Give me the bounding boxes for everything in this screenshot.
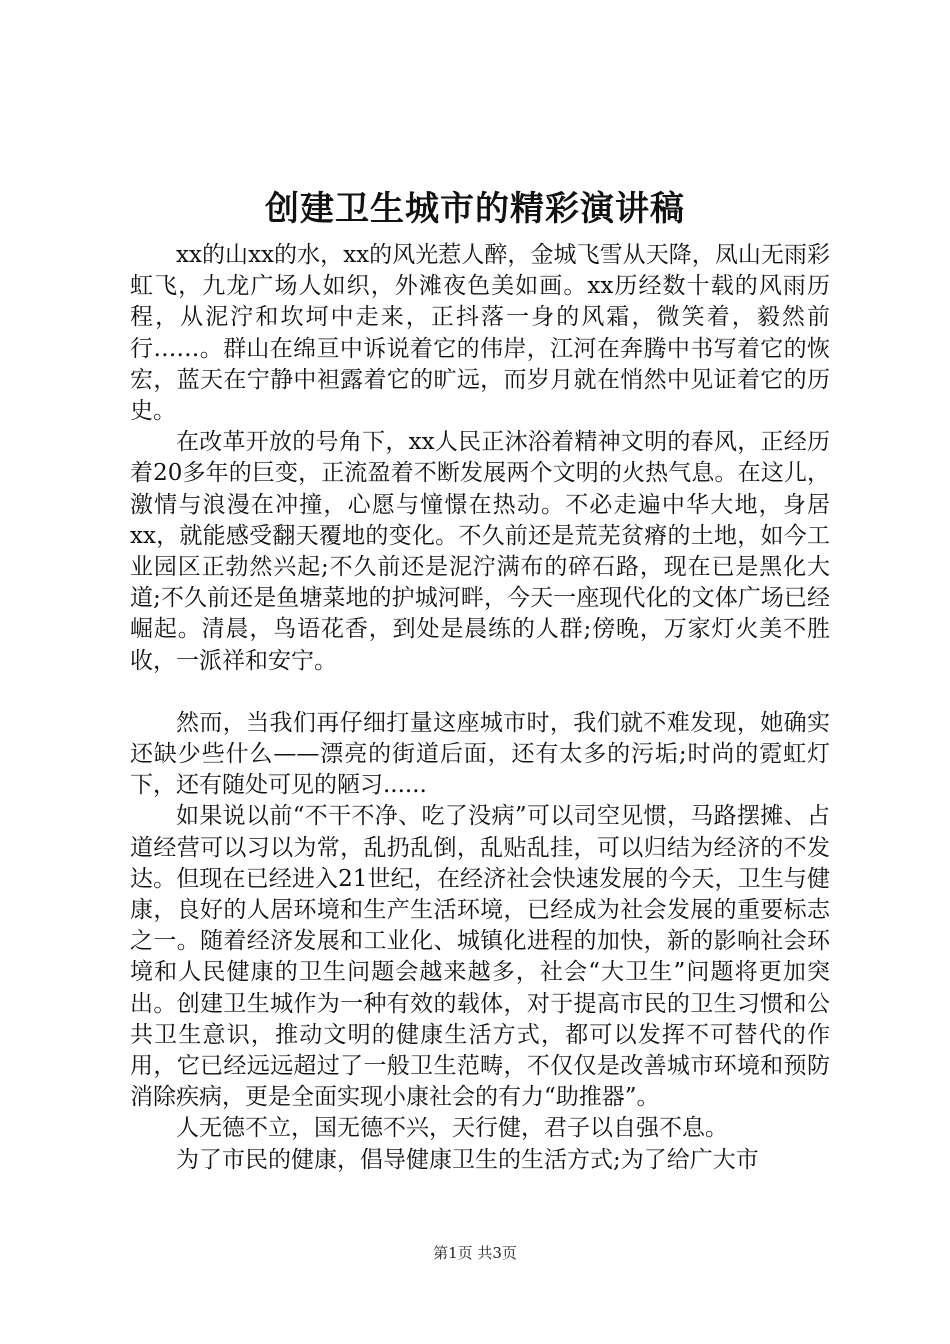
- paragraph-1: xx的山xx的水，xx的风光惹人醉，金城飞雪从天降，凤山无雨彩虹飞，九龙广场人如织，外滩夜色美如画。xx历经数十载的风雨历程，从泥泞和坎坷中走来，正抖落一身的风霜，微笑着，毅然前行……。群山在绵亘中诉说着它的伟岸，江河在奔腾中书写着它的恢宏，蓝天在宁静中袒露着它的旷远，而岁月就在悄然中见证着它的历史。: [130, 242, 830, 425]
- paragraph-4: 如果说以前“不干不净、吃了没病”可以司空见惯，马路摆摊、占道经营可以习以为常，乱扔乱倒，乱贴乱挂，可以归结为经济的不发达。但现在已经进入21世纪，在经济社会快速发展的今天，卫生与健康，良好的人居环境和生产生活环境，已经成为社会发展的重要标志之一。随着经济发展和工业化、城镇化进程的加快，新的影响社会环境和人民健康的卫生问题会越来越多，社会“大卫生”问题将更加突出。创建卫生城作为一种有效的载体，对于提高市民的卫生习惯和公共卫生意识，推动文明的健康生活方式，都可以发挥不可替代的作用，它已经远远超过了一般卫生范畴，不仅仅是改善城市环境和预防消除疾病，更是全面实现小康社会的有力“助推器”。: [130, 803, 830, 1111]
- page-footer: 第1页 共3页: [433, 1244, 517, 1262]
- paragraph-6: 为了市民的健康，倡导健康卫生的生活方式;为了给广大市: [176, 1146, 759, 1173]
- paragraph-2: 在改革开放的号角下，xx人民正沐浴着精神文明的春风，正经历着20多年的巨变，正流盈着不断发展两个文明的火热气息。在这儿，激情与浪漫在冲撞，心愿与憧憬在热动。不必走遍中华大地，身居xx，就能感受翻天覆地的变化。不久前还是荒芜贫瘠的土地，如今工业园区正勃然兴起;不久前还是泥泞满布的碎石路，现在已是黑化大道;不久前还是鱼塘菜地的护城河畔，今天一座现代化的文体广场已经崛起。清晨，鸟语花香，到处是晨练的人群;傍晚，万家灯火美不胜收，一派祥和安宁。: [130, 429, 830, 674]
- paragraph-5: 人无德不立，国无德不兴，天行健，君子以自强不息。: [176, 1115, 728, 1142]
- paragraph-3: 然而，当我们再仔细打量这座城市时，我们就不难发现，她确实还缺少些什么——漂亮的街道后面，还有太多的污垢;时尚的霓虹灯下，还有随处可见的陋习......: [130, 709, 830, 799]
- document-body: [130, 240, 830, 1176]
- document-title: 创建卫生城市的精彩演讲稿: [265, 189, 685, 229]
